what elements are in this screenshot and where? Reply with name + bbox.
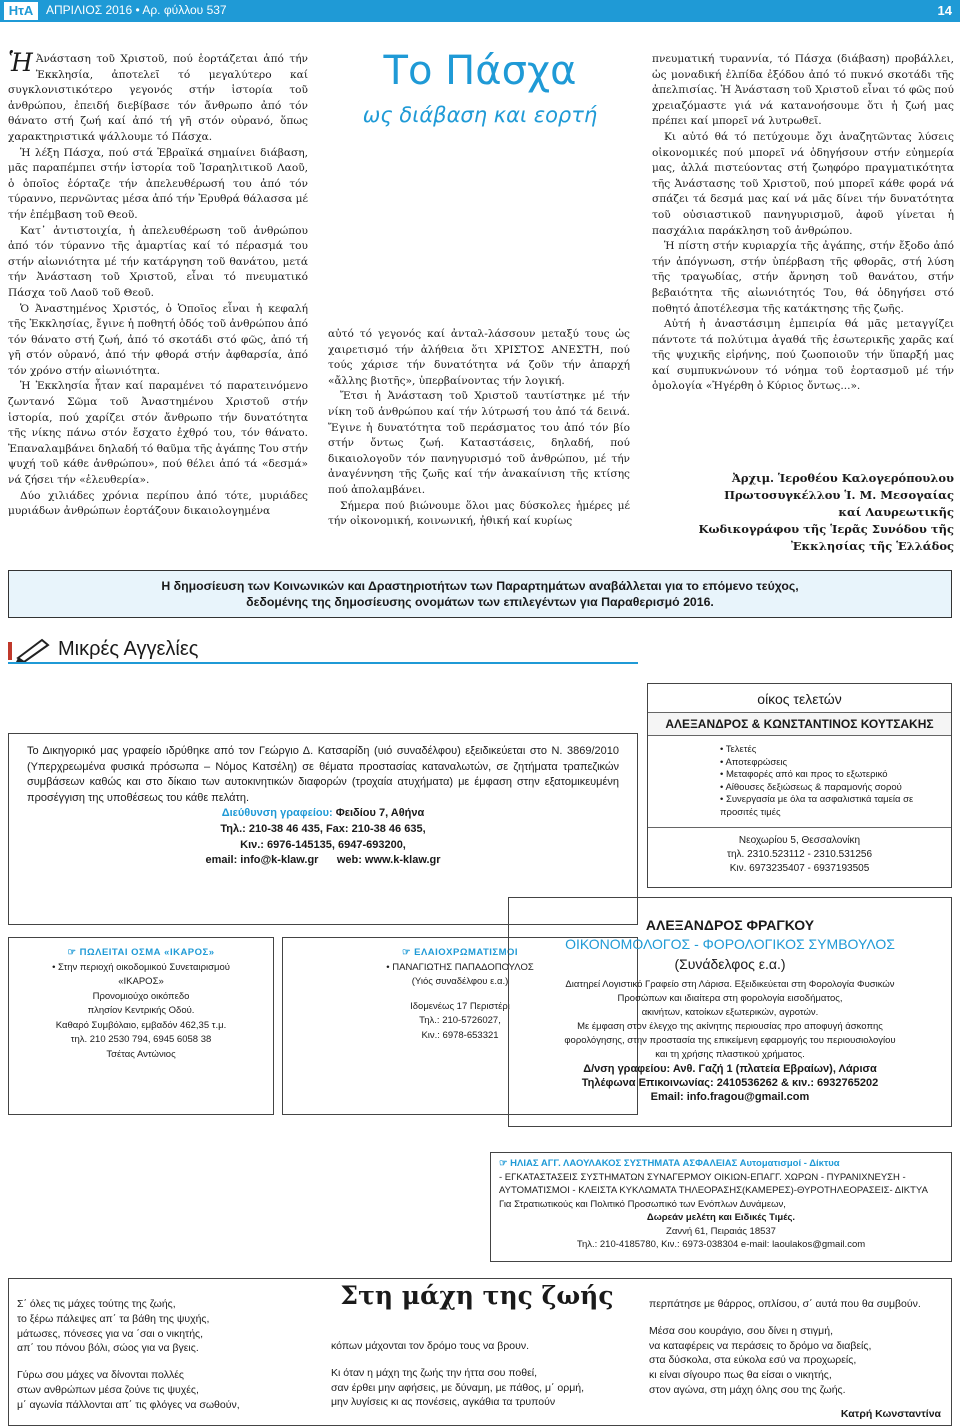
- poem-column: περπάτησε με θάρρος, οπλίσου, σ΄ αυτά που θα συμβούν. Μέσα σου κουράγιο, σου δίνει η στιγμή, να καταφέρεις να περάσεις το δρόμο να διαβείς, στα δύσκολα, στα εύκολα εσύ να προχωρείς, κι είναι σίγουρο πως θα είσαι ο νικητής, στον αγώνα, στη μάχη όλης σου της ζωής.: [649, 1298, 921, 1396]
- list-item: • Μεταφορές από και προς το εξωτερικό: [720, 769, 888, 780]
- article-paragraph: Δύο χιλιάδες χρόνια περίπου ἀπό τότε, μυριάδες μυριάδων ἀνθρώπων ἑορτάζουν δικαιολογημένα: [8, 489, 308, 518]
- ad-line: (Υιός συναδέλφου ε.α.): [411, 976, 509, 987]
- funeral-addr: Νεοχωρίου 5, Θεσσαλονίκη: [738, 835, 861, 846]
- ad-title: ☞ ΠΩΛΕΙΤΑΙ ΟΣΜΑ «ΙΚΑΡΟΣ»: [67, 947, 215, 958]
- ad-line: Ιδομενέως 17 Περιστέρι: [410, 1000, 510, 1012]
- ad-funeral-home: [647, 683, 952, 888]
- article-paragraph: Ἡ Ἐκκλησία ἦταν καί παραμένει τό παρατεινόμενο ζωντανό Σῶμα τοῦ Ἀναστημένου Χριστοῦ στήν ἱστορία, πού χαρίζει στόν ἄνθρωπο τήν δυνατότητα τῆς νίκης πάνω στόν ἔσχατο ἐχθρό του, τόν θάνατο. Ἐπαναλαμβάνει δηλαδή τό θαῦμα τῆς ἀγάπης Του στήν ψυχή τοῦ κάθε ἀνθρώπου», πού θέλει ἀπό τά «δεσμά» νά ζήσει τήν «ἐλευθερία».: [8, 380, 308, 487]
- accountant-email: Email: info.fragou@gmail.com: [650, 1091, 810, 1103]
- newspaper-logo: ΗτΑ: [4, 2, 38, 20]
- article-paragraph: Κι αὐτό θά τό πετύχουμε ὄχι ἀναζητῶντας λύσεις οἰκονομικές πού μπορεῖ νά ὁδηγήσουν στήν εὐημερία μας, ἀλλά πιστεύοντας στή ζωηφόρο πραγματικότητα τῆς Ἀνάστασης τοῦ Χριστοῦ, πού μπορεῖ κάθε φορά νά σπάζει τά δεσμά μας καί νά μᾶς δίνει τήν δυνατότητα τοῦ οὐσιαστικοῦ πανηγυρισμοῦ, ἀφοῦ γίνεται ἡ πασχάλια παράκληση τοῦ ἀνθρώπου.: [652, 130, 954, 237]
- article-title-block: [330, 42, 630, 130]
- article-subtitle: ως διάβαση και εορτή: [362, 103, 598, 127]
- funeral-name: ΑΛΕΞΑΝΔΡΟΣ & ΚΩΝΣΤΑΝΤΙΝΟΣ ΚΟΥΤΣΑΚΗΣ: [648, 712, 951, 736]
- notice-line: δεδομένης της δημοσίευσης ονομάτων των επιλεγέντων για Παραθερισμό 2016.: [246, 595, 714, 609]
- funeral-tel: τηλ. 2310.523112 - 2310.531256: [727, 849, 872, 860]
- ad-title: ☞ ΗΛΙΑΣ ΑΓΓ. ΛΑΟΥΛΑΚΟΣ ΣΥΣΤΗΜΑΤΑ ΑΣΦΑΛΕΙΑΣ Αυτοματισμοί - Δίκτυα: [499, 1158, 840, 1169]
- article-paragraph: πνευματική τυραννία, τό Πάσχα (διάβαση) προβάλλει, ὡς μοναδική ἐλπίδα ἐξόδου ἀπό τό πυκνό σκοτάδι τῆς ἀπελπισίας. Ἡ Ἀνάσταση τοῦ Χριστοῦ εἶναι τό φῶς πού χρειαζόμαστε γιά νά κατανοήσουμε ὅτι ἡ ζωή μας πρέπει καί μπορεῖ νά λυτρωθεῖ.: [652, 53, 954, 128]
- ad-land-sale: [8, 937, 274, 1115]
- article-column-1: [8, 48, 308, 550]
- article-paragraph: Ὁ Ἀναστημένος Χριστός, ὁ Ὁποῖος εἶναι ἡ κεφαλή τῆς Ἐκκλησίας, ἔγινε ἡ ποθητή ὁδός τοῦ ἀνθρώπου ἀπό τόν θάνατο στή ζωή, ἀπό τό σκοτάδι στό φῶς, ἀπό τή γῆ στόν οὐρανό, ἀπό τήν φθορά στήν ἀφθαρσία, ἀπό τόν χρόνο στήν αἰωνιότητα.: [8, 302, 308, 377]
- law-web: web: www.k-klaw.gr: [336, 854, 441, 867]
- article-paragraph: Σήμερα πού βιώνουμε ὅλοι μας δύσκολες ἡμέρες μέ τήν οἰκονομική, κοινωνική, ἠθική καί κυρίως: [328, 499, 630, 528]
- accountant-body: Διατηρεί Λογιστικό Γραφείο στη Λάρισα. Εξειδικεύεται στη Φορολογία Φυσικών Προσώπων και ιδιαίτερα στη φορολογία εισοδήματος, ακινήτων, κατοίκων εξωτερικών, αγροτών. Με έμφαση στον έλεγχο της ακίνητης περιουσίας προ αποφυγή άσκοπης φορολόγησης, στην προστασία της επικείμενη εφαρμογής του περιουσιολογίου και τη χρήσης πλαστικού χρήματος. Δ/νση γραφείου: Ανθ. Γαζή 1 (πλατεία Εβραίων), Λάρισα Τηλέφωνα Επικοινωνίας: 2410536262 & κιν.: 6932765202 Email: info.fragou@gmail.com: [509, 978, 951, 1104]
- poem-title: Στη μάχη της ζωής: [340, 1281, 614, 1310]
- ad-line: Τηλ.: 210-5726027,: [419, 1015, 501, 1026]
- issue-info: ΑΠΡΙΛΙΟΣ 2016 • Αρ. φύλλου 537: [46, 3, 227, 17]
- ad-line: Ζαννή 61, Πειραιάς 18537: [666, 1225, 776, 1237]
- law-mobiles: Κιν.: 6976-145135, 6947-693200,: [240, 838, 406, 851]
- ad-line: • Στην περιοχή οικοδομικού Συνεταιρισμού: [52, 961, 230, 973]
- ad-line: τηλ. 210 2530 794, 6945 6058 38: [70, 1034, 212, 1045]
- poem-box: [8, 1278, 952, 1426]
- article-column-3: [652, 52, 954, 452]
- ad-line: Κιν.: 6978-653321: [421, 1029, 499, 1041]
- law-email: email: info@k-klaw.gr: [205, 854, 319, 867]
- accountant-tel: Τηλέφωνα Επικοινωνίας: 2410536262 & κιν.: 6932765202: [581, 1077, 879, 1089]
- law-addr-label: Διεύθυνση γραφείου:: [221, 807, 333, 820]
- page-header: [0, 0, 960, 22]
- ad-line: Δωρεάν μελέτη και Ειδικές Τιμές.: [646, 1212, 796, 1223]
- funeral-mob: Κιν. 6973235407 - 6937193505: [729, 863, 870, 874]
- signature-line: Πρωτοσυγκέλλου Ἱ. Μ. Μεσογαίας: [724, 488, 954, 502]
- signature-line: Κωδικογράφου τῆς Ἱερᾶς Συνόδου τῆς: [698, 522, 954, 536]
- ad-line: - ΕΓΚΑΤΑΣΤΑΣΕΙΣ ΣΥΣΤΗΜΑΤΩΝ ΣΥΝΑΓΕΡΜΟΥ ΟΙΚΙΩΝ-ΕΠΑΓΓ. ΧΩΡΩΝ - ΠΥΡΑΝΙΧΝΕΥΣΗ - ΑΥΤΟΜΑΤΙΣΜΟΙ - ΚΛΕΙΣΤΑ ΚΥΚΛΩΜΑΤΑ ΤΗΛΕΟΡΑΣΗΣ(ΚΑΜΕΡΕΣ)-ΘΥΡΟΤΗΛΕΟΡΑΣΕΙΣ- ΔΙΚΤΥΑ: [499, 1171, 928, 1196]
- list-item: • Συνεργασία με όλα τα ασφαλιστικά ταμεία σε προσιτές τιμές: [720, 794, 914, 818]
- classifieds-heading: [8, 636, 638, 666]
- poem-column: κόπων μάχονται τον δρόμο τους να βρουν. Κι όταν η μάχη της ζωής την ήττα σου ποθεί, σαν έρθει μην αφήσεις, με δύναμη, με πάθος, μ΄ ορμή, μην λυγίσεις κι ας πονέσεις, αγκάθια τα τρυπούν: [331, 1340, 585, 1409]
- poem-author: Κατρή Κωνσταντίνα: [840, 1408, 941, 1420]
- signature-line: καί Λαυρεωτικῆς: [838, 505, 954, 519]
- article-signature: [652, 470, 954, 555]
- ad-security-systems: [490, 1152, 952, 1262]
- article-paragraph: ἩἈνάσταση τοῦ Χριστοῦ, πού ἑορτάζεται ἀπό τήν Ἐκκλησία, ἀποτελεῖ τό μεγαλύτερο καί συγκλονιστικότερο γεγονός στήν ἱστορία τοῦ ἀνθρώπου, ἐπειδή διεβίβασε τόν ἄνθρωπο ἀπό τόν θάνατο στή ζωή καί ἀπό τή γῆ στόν οὐρανό, ὅπως χαρακτηριστικά ψάλλουμε τό Πάσχα.: [8, 48, 308, 143]
- accountant-title: ΟΙΚΟΝΟΜΟΛΟΓΟΣ - ΦΟΡΟΛΟΓΙΚΟΣ ΣΥΜΒΟΥΛΟΣ: [565, 936, 895, 952]
- ad-title: ☞ ΕΛΑΙΟΧΡΩΜΑΤΙΣΜΟΙ: [401, 947, 519, 958]
- signature-line: Ἐκκλησίας τῆς Ἑλλάδος: [791, 539, 954, 553]
- accountant-paren: (Συνάδελφος ε.α.): [674, 956, 786, 972]
- article-title: Το Πάσχα: [383, 48, 577, 94]
- article-paragraph: Κατ᾽ ἀντιστοιχία, ἡ ἀπελευθέρωση τοῦ ἀνθρώπου ἀπό τόν τύραννο τῆς ἁμαρτίας καί τό πέρασμά του στήν αἰωνιότητα μέ τήν κατάργηση τοῦ θανάτου, μετά τήν Ἀνάσταση τοῦ Χριστοῦ, εἶναι τό πνευματικό Πάσχα τοῦ Λαοῦ τοῦ Θεοῦ.: [8, 224, 308, 299]
- notice-box: [8, 570, 952, 618]
- ad-line: πλησίον Κεντρικής Οδού.: [87, 1005, 195, 1016]
- article-paragraph: Ἡ πίστη στήν κυριαρχία τῆς ἀγάπης, στήν ἔξοδο ἀπό τήν ἀπόγνωση, στήν ὑπέρβαση τῆς φθορᾶς, στή λύση τῆς τραγωδίας, στήν ἄρνηση τοῦ θανάτου, στήν βεβαιότητα τῆς αἰωνιότητός Του, θά ὁδηγήσει στό ποθητό ἀποτέλεσμα τῆς κατάκτησης τῆς ζωῆς.: [652, 240, 954, 315]
- law-text: Το Δικηγορικό μας γραφείο ιδρύθηκε από τον Γεώργιο Δ. Κατσαρίδη (υιό συναδέλφου) εξειδικεύεται στο Ν. 3869/2010 (Υπερχρεωμένα φυσικά πρόσωπα – Νόμος Κατσέλη) σε θέματα προστασίας καταναλωτών, σε ζητήματα τραπεζικών συμβάσεων καθώς και στο δίκαιο των αυτοκινητικών διαφορών (τροχαία ατυχήματα) με έμφαση στην εξατομικευμένη προσέγγιση της υποθέσεως του κάθε πελάτη.: [27, 745, 619, 804]
- notice-line: Η δημοσίευση των Κοινωνικών και Δραστηριοτήτων των Παραρτημάτων αναβάλλεται για το επόμενο τεύχος,: [161, 579, 799, 593]
- law-phones: Τηλ.: 210-38 46 435, Fax: 210-38 46 635,: [220, 822, 426, 835]
- ad-line: Τηλ.: 210-4185780, Κιν.: 6973-038304 e-mail: laoulakos@gmail.com: [576, 1239, 866, 1250]
- funeral-contact: [648, 827, 951, 876]
- funeral-services: [648, 744, 951, 819]
- list-item: • Αίθουσες δεξιώσεως & παραμονής σορού: [720, 781, 902, 793]
- ad-line: • ΠΑΝΑΓΙΩΤΗΣ ΠΑΠΑΔΟΠΟΥΛΟΣ: [386, 961, 534, 973]
- classifieds-title: Μικρές Αγγελίες: [58, 638, 199, 660]
- ad-line: Προνομιούχο οικόπεδο: [92, 990, 190, 1002]
- accountant-addr: Δ/νση γραφείου: Ανθ. Γαζή 1 (πλατεία Εβραίων), Λάρισα: [583, 1063, 877, 1075]
- poem-column: Σ΄ όλες τις μάχες τούτης της ζωής, το ξέρω πάλεψες απ΄ τα βάθη της ψυχής, μάτωσες, πόνεσες για να ΄σαι ο νικητής, απ΄ του πόνου βόλι, σώος για να βγεις. Γύρω σου μάχες να δίνονται πολλές στων ανθρώπων μέσα ζούνε τις ψυχές, μ΄ αγωνία πάλλονται απ΄ τις φλόγες να σωθούν,: [17, 1298, 240, 1411]
- ad-line: Για Στρατιωτικούς και Πολιτικό Προσωπικό των Ενόπλων Δυνάμεων,: [499, 1198, 786, 1210]
- article-column-2: [328, 327, 630, 549]
- page-number: 14: [937, 3, 952, 18]
- pencil-icon: [8, 636, 50, 662]
- ad-accountant: [508, 897, 952, 1127]
- accountant-name: ΑΛΕΞΑΝΔΡΟΣ ΦΡΑΓΚΟΥ: [645, 917, 815, 933]
- article-paragraph: Ἔτσι ἡ Ἀνάσταση τοῦ Χριστοῦ ταυτίστηκε μέ τήν νίκη τοῦ ἀνθρώπου καί τήν λύτρωσή του ἀπό τά δεινά. Ἔγινε ἡ δυνατότητα τοῦ περάσματος του ἀπό τόν βίο στήν ὄντως ζωή. Καταστάσεις, δηλαδή, πού δικαιολογοῦν τόν πανηγυρισμό τοῦ ἀνθρώπου, μέ τήν ἀναγέννηση τῆς ζωῆς καί τήν ἀνακαίνιση τῆς κτίσης πού ἀπολαμβάνει.: [328, 390, 630, 496]
- list-item: • Αποτεφρώσεις: [720, 756, 788, 768]
- divider: [8, 662, 638, 664]
- ad-line: Τσέτας Αντώνιος: [106, 1048, 176, 1060]
- funeral-heading: οίκος τελετών: [757, 691, 842, 707]
- law-addr: Φειδίου 7, Αθήνα: [335, 807, 425, 820]
- article-paragraph: αὐτό τό γεγονός καί ἀνταλ-λάσσουν μεταξύ τους ὡς χαιρετισμό τήν ἀλήθεια ὅτι ΧΡΙΣΤΟΣ ΑΝΕΣΤΗ, πού τούς χάρισε τήν δυνατότητα νά ζοῦν τήν ἀπαρχή «ἄλλης βιοτῆς», ὑπερβαίνοντας τήν λογική.: [328, 328, 630, 387]
- article-paragraph: Ἡ λέξη Πάσχα, πού στά Ἑβραϊκά σημαίνει διάβαση, μᾶς παραπέμπει στήν ἱστορία τοῦ Ἰσραηλιτικοῦ Λαοῦ, ὁ ὁποῖος ἑόρταζε τήν ἀπελευθέρωσή του ἀπό τόν τύραννο, περνῶντας μέσα ἀπό τήν Ἐρυθρά θάλασσα μέ τήν ἐπέμβαση τοῦ Θεοῦ.: [8, 146, 308, 221]
- article-paragraph: Αὐτή ἡ ἀναστάσιμη ἐμπειρία θά μᾶς μεταγγίζει πάντοτε τά πολύτιμα ἀγαθά τῆς ἐσωτερικῆς χαρᾶς καί τῆς ψυχικῆς εἰρήνης, πού ζωοποιοῦν τήν ὕπαρξή μας καί συμπυκνώνουν τό νόημα τοῦ ἑορτασμοῦ μέ τήν ὁμολογία «Ἠγέρθη ὁ Κύριος ὄντως...».: [652, 318, 954, 393]
- ad-line: Καθαρό Συμβόλαιο, εμβαδόν 462,35 τ.μ.: [55, 1019, 227, 1031]
- ad-line: «ΙΚΑΡΟΣ»: [118, 976, 164, 987]
- list-item: • Τελετές: [720, 744, 757, 755]
- signature-line: Ἀρχιμ. Ἱεροθέου Καλογερόπουλου: [731, 471, 954, 485]
